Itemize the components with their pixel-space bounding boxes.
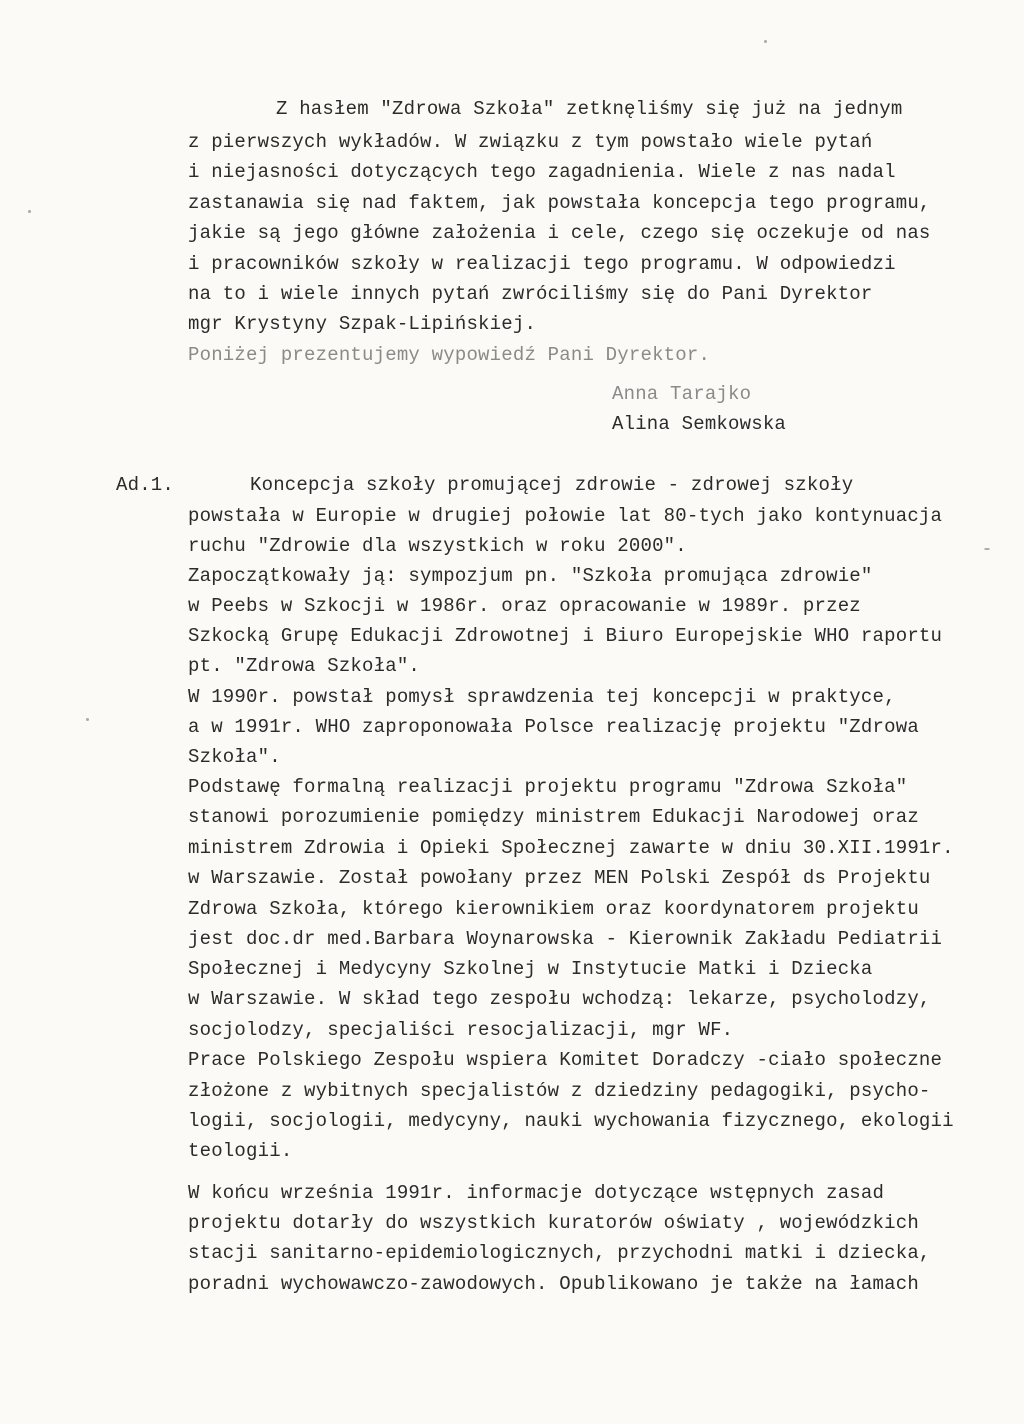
section-label: Ad.1. (116, 474, 175, 496)
section-line: w Warszawie. W skład tego zespołu wchodzą: lekarze, psycholodzy, (188, 988, 931, 1010)
section-line: Społecznej i Medycyny Szkolnej w Instytucie Matki i Dziecka (188, 958, 873, 980)
section-line: ministrem Zdrowia i Opieki Społecznej zawarte w dniu 30.XII.1991r. (188, 837, 954, 859)
signature-author: Alina Semkowska (612, 413, 787, 435)
section-line: socjolodzy, specjaliści resocjalizacji, mgr WF. (188, 1019, 734, 1041)
intro-line: mgr Krystyny Szpak-Lipińskiej. (188, 313, 537, 335)
intro-line: jakie są jego główne założenia i cele, czego się oczekuje od nas (188, 222, 931, 244)
section-line: projektu dotarły do wszystkich kuratorów oświaty , wojewódzkich (188, 1212, 919, 1234)
section-line: W 1990r. powstał pomysł sprawdzenia tej koncepcji w praktyce, (188, 686, 896, 708)
section-line: jest doc.dr med.Barbara Woynarowska - Kierownik Zakładu Pediatrii (188, 928, 943, 950)
signature-author: Anna Tarajko (612, 383, 752, 405)
section-line: W końcu września 1991r. informacje dotyczące wstępnych zasad (188, 1182, 885, 1204)
section-line: w Warszawie. Został powołany przez MEN Polski Zespół ds Projektu (188, 867, 931, 889)
section-line: stacji sanitarno-epidemiologicznych, przychodni matki i dziecka, (188, 1242, 931, 1264)
intro-line: na to i wiele innych pytań zwróciliśmy się do Pani Dyrektor (188, 283, 873, 305)
section-line: Zdrowa Szkoła, którego kierownikiem oraz koordynatorem projektu (188, 898, 919, 920)
section-line: teologii. (188, 1140, 293, 1162)
intro-line: zastanawia się nad faktem, jak powstała koncepcja tego programu, (188, 192, 931, 214)
intro-line: Poniżej prezentujemy wypowiedź Pani Dyrektor. (188, 344, 711, 366)
section-line: Podstawę formalną realizacji projektu programu "Zdrowa Szkoła" (188, 776, 908, 798)
section-line: poradni wychowawczo-zawodowych. Opublikowano je także na łamach (188, 1273, 919, 1295)
section-line: złożone z wybitnych specjalistów z dziedziny pedagogiki, psycho- (188, 1080, 931, 1102)
section-line: stanowi porozumienie pomiędzy ministrem Edukacji Narodowej oraz (188, 806, 919, 828)
section-line: w Peebs w Szkocji w 1986r. oraz opracowanie w 1989r. przez (188, 595, 861, 617)
paper-speck (86, 718, 89, 721)
intro-line: Z hasłem "Zdrowa Szkoła" zetknęliśmy się już na jednym (276, 98, 903, 120)
section-first-line: Koncepcja szkoły promującej zdrowie - zdrowej szkoły (250, 474, 854, 496)
section-line: Szkocką Grupę Edukacji Zdrowotnej i Biuro Europejskie WHO raportu (188, 625, 943, 647)
paper-speck (28, 210, 31, 213)
section-line: Szkoła". (188, 746, 281, 768)
paper-speck (764, 40, 767, 43)
intro-line: z pierwszych wykładów. W związku z tym powstało wiele pytań (188, 131, 873, 153)
intro-line: i pracowników szkoły w realizacji tego programu. W odpowiedzi (188, 253, 896, 275)
intro-line: i niejasności dotyczących tego zagadnienia. Wiele z nas nadal (188, 161, 896, 183)
paper-speck (984, 548, 990, 550)
section-line: powstała w Europie w drugiej połowie lat 80-tych jako kontynuacja (188, 505, 943, 527)
section-line: pt. "Zdrowa Szkoła". (188, 655, 421, 677)
section-line: logii, socjologii, medycyny, nauki wychowania fizycznego, ekologii (188, 1110, 954, 1132)
section-line: Prace Polskiego Zespołu wspiera Komitet Doradczy -ciało społeczne (188, 1049, 943, 1071)
section-line: a w 1991r. WHO zaproponowała Polsce realizację projektu "Zdrowa (188, 716, 919, 738)
section-line: Zapoczątkowały ją: sympozjum pn. "Szkoła promująca zdrowie" (188, 565, 873, 587)
section-line: ruchu "Zdrowie dla wszystkich w roku 2000". (188, 535, 687, 557)
